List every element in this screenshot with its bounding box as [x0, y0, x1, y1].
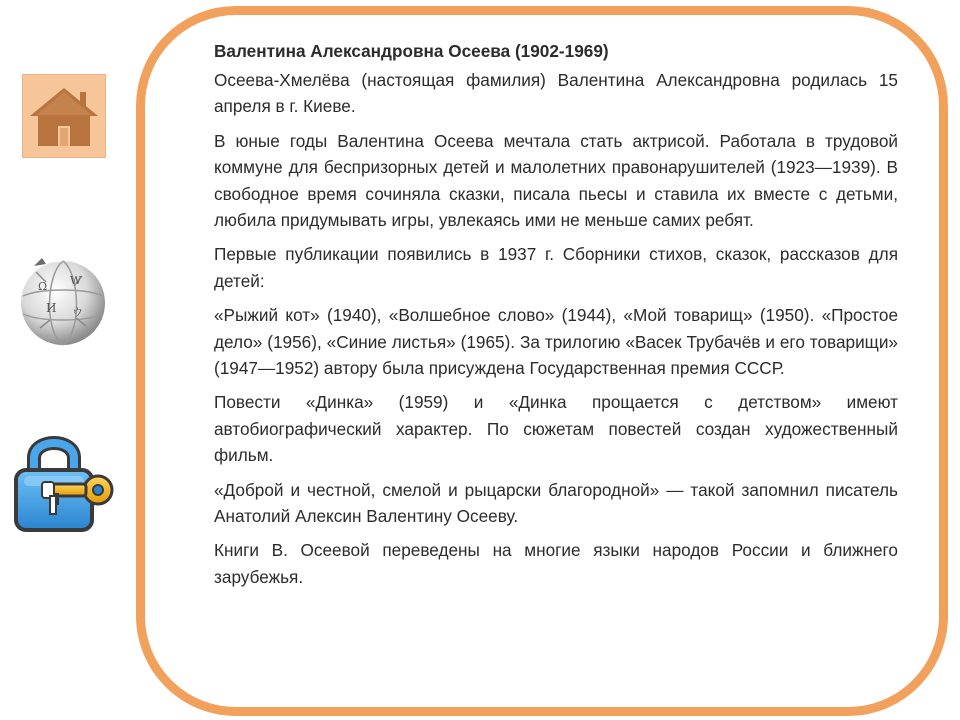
- svg-text:ウ: ウ: [72, 306, 83, 319]
- svg-text:W: W: [70, 274, 82, 287]
- article-paragraph: «Рыжий кот» (1940), «Волшебное слово» (1944), «Мой товарищ» (1950). «Простое дело» (1956), «Синие листья» (1965). За трилогию «Васек Трубачёв и его товарищи» (1947—1952) автору была присуждена Государственная премия СССР.: [214, 305, 898, 378]
- article-paragraph: Книги В. Осеевой переведены на многие языки народов России и ближнего зарубежья.: [214, 540, 898, 587]
- wikipedia-globe-icon: [16, 254, 110, 348]
- article-paragraph: В юные годы Валентина Осеева мечтала стать актрисой. Работала в трудовой коммуне для беспризорных детей и малолетних правонарушителей (1923—1939). В свободное время сочиняла сказки, писала пьесы и ставила их вместе с детьми, любила придумывать игры, увлекаясь ими не меньше самих ребят.: [214, 131, 898, 230]
- svg-text:И: И: [46, 301, 57, 315]
- article-title: Валентина Александровна Осеева (1902-1969): [214, 41, 609, 61]
- lock-button[interactable]: [12, 430, 120, 534]
- article-paragraph: Осеева-Хмелёва (настоящая фамилия) Валентина Александровна родилась 15 апреля в г. Киеве.: [214, 70, 898, 117]
- home-button[interactable]: [22, 74, 106, 158]
- wikipedia-button[interactable]: [16, 254, 110, 348]
- article-content: [214, 38, 898, 598]
- house-icon: [22, 74, 106, 158]
- article-paragraph: Повести «Динка» (1959) и «Динка прощается с детством» имеют автобиографический характер. По сюжетам повестей создан художественный фильм.: [214, 392, 898, 465]
- article-paragraph: Первые публикации появились в 1937 г. Сборники стихов, сказок, рассказов для детей:: [214, 244, 898, 291]
- article-paragraph: «Доброй и честной, смелой и рыцарски благородной» — такой запомнил писатель Анатолий Алексин Валентину Осееву.: [214, 479, 898, 526]
- svg-text:Ω: Ω: [38, 280, 48, 293]
- padlock-key-icon: [12, 430, 120, 534]
